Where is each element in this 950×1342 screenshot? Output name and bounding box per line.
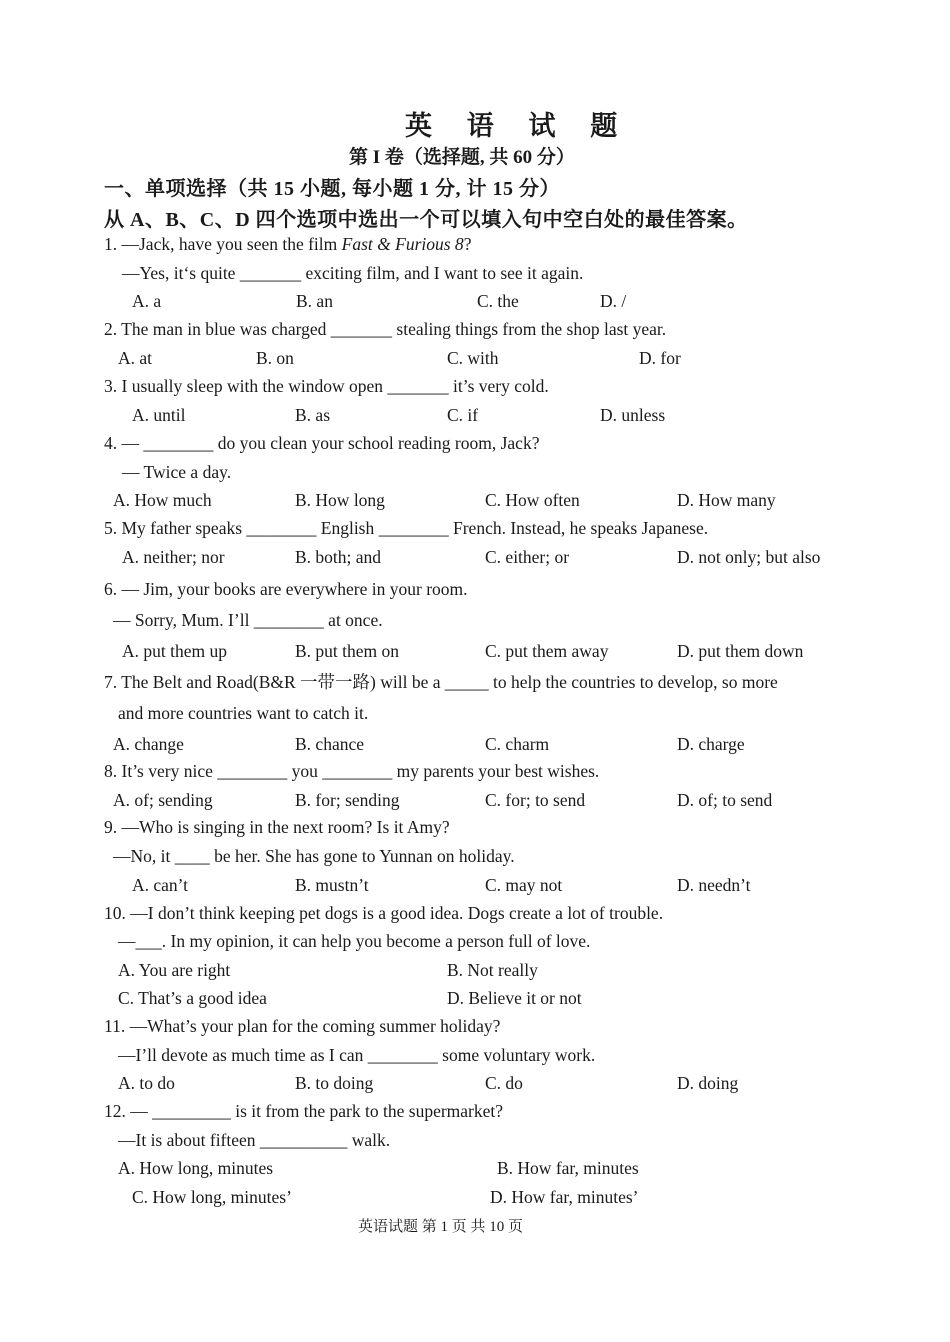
- question-12-line2: —It is about fifteen __________ walk.: [118, 1130, 391, 1150]
- question-1-stem-post: ?: [463, 234, 472, 254]
- question-6-option-d: D. put them down: [677, 641, 804, 661]
- question-2-stem: 2. The man in blue was charged _______ stealing things from the shop last year.: [104, 319, 667, 339]
- question-7-option-a: A. change: [113, 734, 184, 754]
- question-3-option-c: C. if: [447, 405, 479, 425]
- question-10-stem: 10. —I don’t think keeping pet dogs is a good idea. Dogs create a lot of trouble.: [104, 903, 664, 923]
- question-12-option-a: A. How long, minutes: [118, 1158, 274, 1178]
- question-9-line2: —No, it ____ be her. She has gone to Yunnan on holiday.: [113, 846, 515, 866]
- question-1-line2: —Yes, it‘s quite _______ exciting film, and I want to see it again.: [122, 263, 584, 283]
- question-11-option-d: D. doing: [677, 1073, 739, 1093]
- question-7-stem: 7. The Belt and Road(B&R 一带一路) will be a _____ to help the countries to develop, so more: [104, 672, 778, 692]
- question-12-option-c: C. How long, minutes’: [132, 1187, 292, 1207]
- question-1-option-a: A. a: [132, 291, 162, 311]
- question-1-option-c: C. the: [477, 291, 519, 311]
- page-footer: 英语试题 第 1 页 共 10 页: [358, 1219, 524, 1235]
- question-3-stem: 3. I usually sleep with the window open _______ it’s very cold.: [104, 376, 549, 396]
- question-7-option-b: B. chance: [295, 734, 364, 754]
- question-4-stem: 4. — ________ do you clean your school reading room, Jack?: [104, 433, 540, 453]
- question-1-film-title: Fast & Furious 8: [341, 234, 464, 254]
- question-5-option-c: C. either; or: [485, 547, 570, 567]
- question-9-option-a: A. can’t: [132, 875, 189, 895]
- question-1-option-b: B. an: [296, 291, 333, 311]
- question-12-stem: 12. — _________ is it from the park to the supermarket?: [104, 1101, 504, 1121]
- question-10-line2: —___. In my opinion, it can help you become a person full of love.: [118, 931, 591, 951]
- exam-title: 英 语 试 题: [405, 111, 632, 141]
- question-9-stem: 9. —Who is singing in the next room? Is it Amy?: [104, 817, 450, 837]
- question-2-option-d: D. for: [639, 348, 681, 368]
- question-4-option-d: D. How many: [677, 490, 776, 510]
- question-10-option-d: D. Believe it or not: [447, 988, 582, 1008]
- question-9-option-c: C. may not: [485, 875, 563, 895]
- question-5-option-a: A. neither; nor: [122, 547, 225, 567]
- question-9-option-d: D. needn’t: [677, 875, 751, 895]
- question-3-option-b: B. as: [295, 405, 330, 425]
- question-3-option-a: A. until: [132, 405, 186, 425]
- question-2-option-a: A. at: [118, 348, 153, 368]
- section-heading: 一、单项选择（共 15 小题, 每小题 1 分, 计 15 分）: [104, 178, 560, 200]
- question-3-option-d: D. unless: [600, 405, 666, 425]
- question-4-option-a: A. How much: [113, 490, 212, 510]
- section-instruction: 从 A、B、C、D 四个选项中选出一个可以填入句中空白处的最佳答案。: [104, 209, 748, 231]
- question-11-stem: 11. —What’s your plan for the coming summer holiday?: [104, 1016, 501, 1036]
- question-4-line2: — Twice a day.: [122, 462, 232, 482]
- question-8-stem: 8. It’s very nice ________ you ________ my parents your best wishes.: [104, 761, 600, 781]
- question-2-option-b: B. on: [256, 348, 294, 368]
- question-8-option-c: C. for; to send: [485, 790, 586, 810]
- question-1-stem-pre: 1. —Jack, have you seen the film: [104, 234, 342, 254]
- question-11-line2: —I’ll devote as much time as I can ________ some voluntary work.: [118, 1045, 596, 1065]
- question-8-option-a: A. of; sending: [113, 790, 213, 810]
- question-8-option-d: D. of; to send: [677, 790, 773, 810]
- question-7-option-c: C. charm: [485, 734, 550, 754]
- exam-subtitle: 第 I 卷（选择题, 共 60 分）: [349, 147, 575, 168]
- question-5-option-b: B. both; and: [295, 547, 382, 567]
- question-6-option-b: B. put them on: [295, 641, 400, 661]
- question-1-option-d: D. /: [600, 291, 627, 311]
- question-7-line2: and more countries want to catch it.: [118, 703, 369, 723]
- question-6-option-c: C. put them away: [485, 641, 609, 661]
- question-5-option-d: D. not only; but also: [677, 547, 821, 567]
- question-1-stem: [104, 233, 471, 255]
- question-6-option-a: A. put them up: [122, 641, 227, 661]
- question-11-option-c: C. do: [485, 1073, 523, 1093]
- question-9-option-b: B. mustn’t: [295, 875, 369, 895]
- question-6-line2: — Sorry, Mum. I’ll ________ at once.: [113, 610, 383, 630]
- question-10-option-c: C. That’s a good idea: [118, 988, 267, 1008]
- question-4-option-b: B. How long: [295, 490, 385, 510]
- question-11-option-a: A. to do: [118, 1073, 175, 1093]
- question-5-stem: 5. My father speaks ________ English ________ French. Instead, he speaks Japanese.: [104, 518, 709, 538]
- question-2-option-c: C. with: [447, 348, 499, 368]
- question-10-option-b: B. Not really: [447, 960, 538, 980]
- question-4-option-c: C. How often: [485, 490, 580, 510]
- question-12-option-d: D. How far, minutes’: [490, 1187, 639, 1207]
- question-8-option-b: B. for; sending: [295, 790, 400, 810]
- question-12-option-b: B. How far, minutes: [497, 1158, 639, 1178]
- question-7-option-d: D. charge: [677, 734, 745, 754]
- question-10-option-a: A. You are right: [118, 960, 231, 980]
- question-11-option-b: B. to doing: [295, 1073, 374, 1093]
- question-6-stem: 6. — Jim, your books are everywhere in your room.: [104, 579, 468, 599]
